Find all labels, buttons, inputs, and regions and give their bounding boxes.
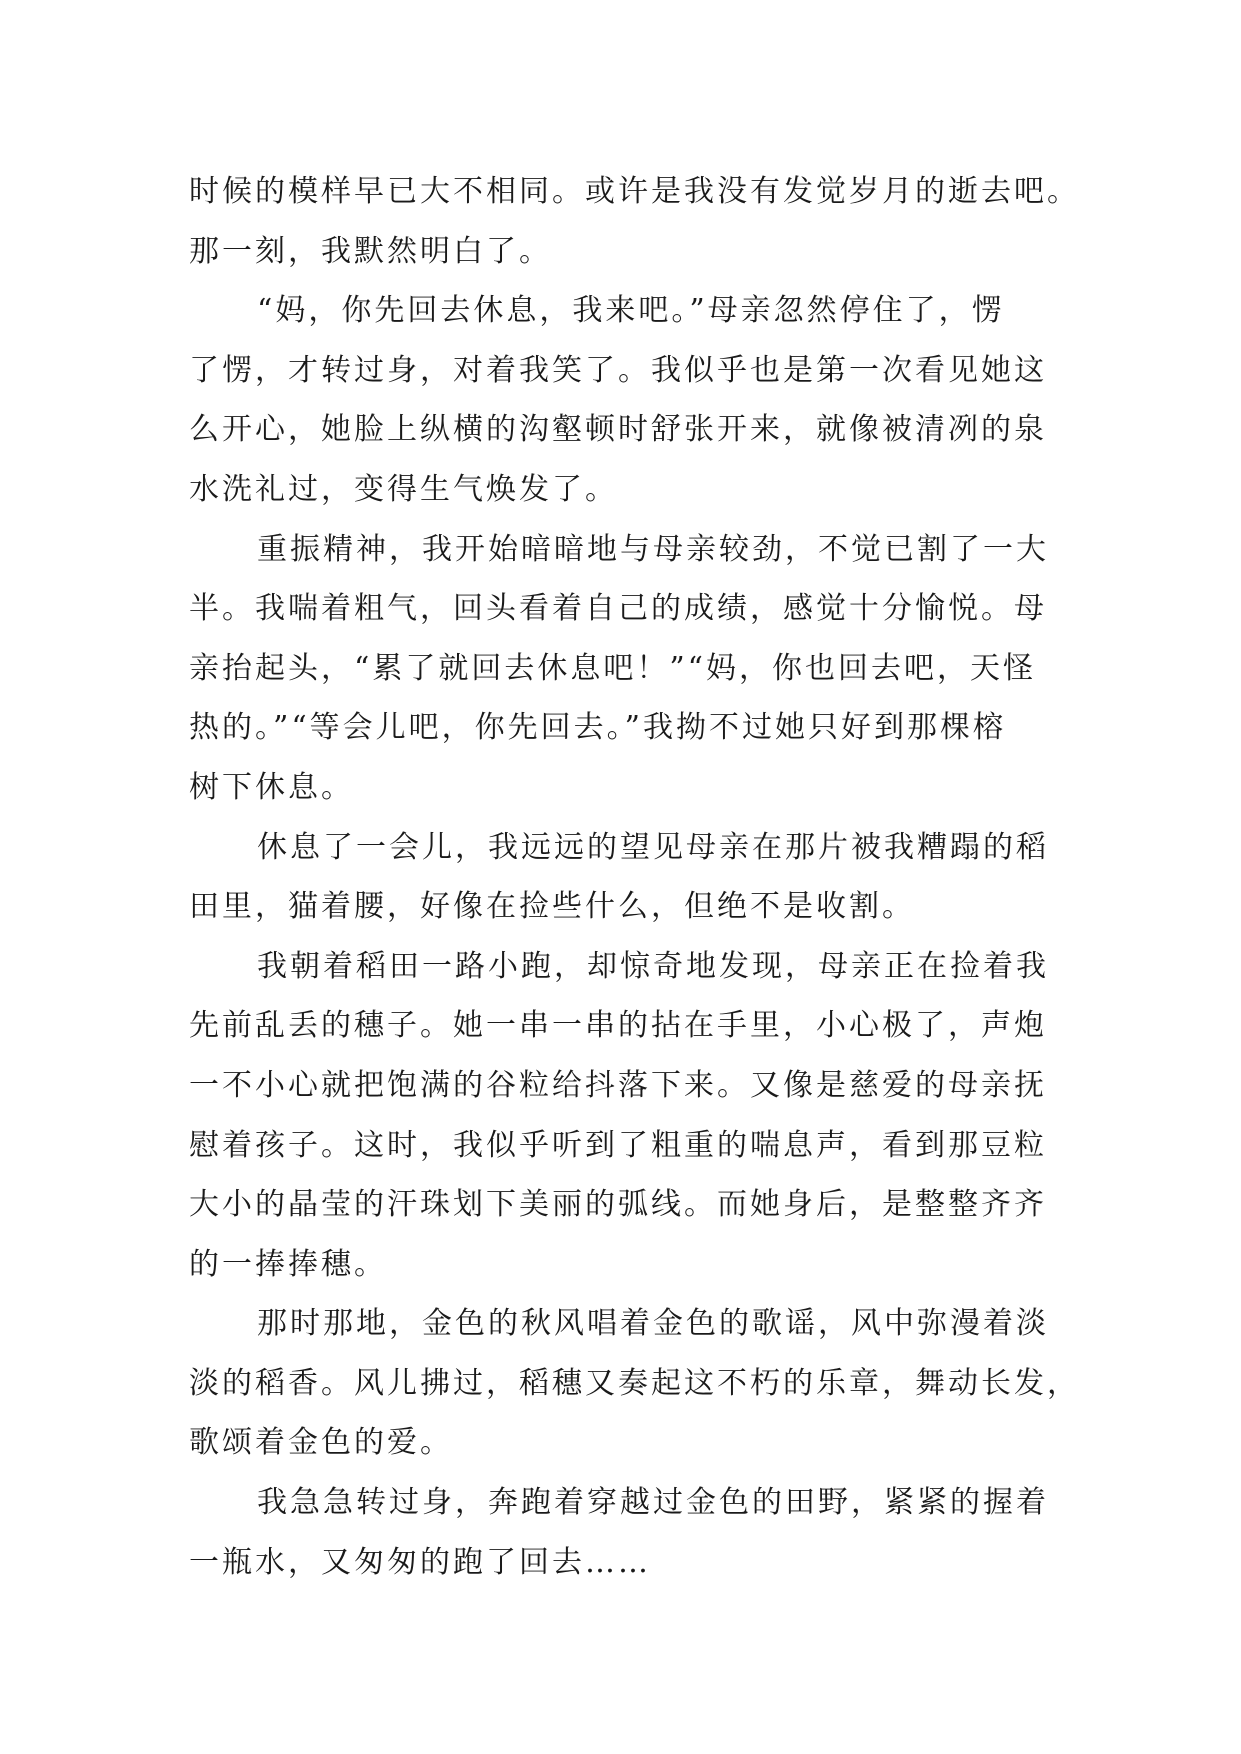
paragraph-first-line: 我急急转过身，奔跑着穿越过金色的田野，紧紧的握着	[257, 1485, 1049, 1521]
paragraph-first-line: 重振精神，我开始暗暗地与母亲较劲，不觉已割了一大	[257, 531, 1049, 567]
text-line: 树下休息。	[189, 769, 354, 805]
text-line: 时候的模样早已大不相同。或许是我没有发觉岁月的逝去吧。	[189, 174, 1080, 209]
paragraph-first-line: 我朝着稻田一路小跑，却惊奇地发现，母亲正在捡着我	[257, 948, 1049, 984]
text-line: 慰着孩子。这时，我似乎听到了粗重的喘息声，看到那豆粒	[189, 1127, 1047, 1163]
paragraph-first-line: 休息了一会儿，我远远的望见母亲在那片被我糟蹋的稻	[257, 829, 1049, 865]
text-line: 的一捧捧穗。	[189, 1246, 387, 1282]
text-line: 大小的晶莹的汗珠划下美丽的弧线。而她身后，是整整齐齐	[189, 1187, 1047, 1223]
text-line: 亲抬起头，“累了就回去休息吧！”“妈，你也回去吧，天怪	[189, 650, 1037, 686]
text-line: 歌颂着金色的爱。	[189, 1425, 453, 1461]
essay-text	[189, 162, 1080, 1592]
text-line: 田里，猫着腰，好像在捡些什么，但绝不是收割。	[189, 889, 915, 925]
paragraph-first-line: “妈，你先回去休息，我来吧。”母亲忽然停住了，愣	[257, 293, 1005, 329]
text-line: 淡的稻香。风儿拂过，稻穗又奏起这不朽的乐章，舞动长发，	[189, 1365, 1080, 1401]
text-line: 热的。”“等会儿吧，你先回去。”我拗不过她只好到那棵榕	[189, 710, 1007, 746]
text-line: 半。我喘着粗气，回头看着自己的成绩，感觉十分愉悦。母	[189, 591, 1047, 627]
text-line: 么开心，她脸上纵横的沟壑顿时舒张开来，就像被清冽的泉	[189, 412, 1047, 448]
text-line: 一不小心就把饱满的谷粒给抖落下来。又像是慈爱的母亲抚	[189, 1067, 1047, 1103]
paragraph-first-line: 那时那地，金色的秋风唱着金色的歌谣，风中弥漫着淡	[257, 1306, 1049, 1342]
text-line: 一瓶水，又匆匆的跑了回去……	[189, 1544, 651, 1580]
text-line: 先前乱丢的穗子。她一串一串的拈在手里，小心极了，声炮	[189, 1008, 1047, 1044]
text-line: 了愣，才转过身，对着我笑了。我似乎也是第一次看见她这	[189, 352, 1047, 388]
text-line: 那一刻，我默然明白了。	[189, 233, 552, 269]
text-line: 水洗礼过，变得生气焕发了。	[189, 471, 618, 507]
